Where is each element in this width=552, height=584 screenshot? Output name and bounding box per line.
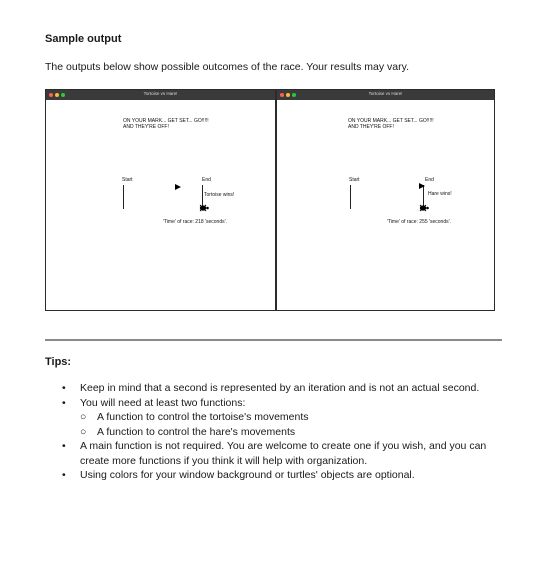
window-titlebar — [46, 90, 275, 100]
start-line — [123, 185, 124, 209]
list-item — [80, 425, 512, 440]
turtle-canvas — [46, 100, 275, 310]
time-text: 'Time' of race: 218 'seconds'. — [163, 219, 227, 225]
tortoise-turtle-icon — [417, 203, 429, 213]
tip-text: A main function is not required. You are welcome to create one if you wish, and you can create more functions if you think it will help with organization. — [80, 440, 487, 467]
bullet-icon: • — [62, 396, 66, 409]
list-item — [80, 410, 512, 425]
race-window-1 — [45, 89, 276, 311]
subtip-text: A function to control the tortoise's movements — [97, 411, 309, 423]
tip-text: Using colors for your window background or turtles' objects are optional. — [80, 469, 415, 481]
window-titlebar — [277, 90, 494, 100]
list-item — [62, 468, 512, 483]
tip-text: You will need at least two functions: — [80, 396, 246, 409]
list-item — [62, 439, 512, 468]
start-label: Start — [349, 177, 360, 183]
window-title: Tortoise vs Hare! — [368, 91, 403, 96]
list-item — [62, 381, 512, 396]
winner-text: Hare wins! — [428, 191, 452, 197]
hare-turtle-icon — [174, 183, 182, 191]
time-text: 'Time' of race: 255 'seconds'. — [387, 219, 451, 225]
announce-text: ON YOUR MARK... GET SET... GO!!!!! AND THEY'RE OFF! — [348, 118, 434, 130]
sub-bullet-icon: ○ — [80, 425, 87, 438]
hare-turtle-icon — [418, 182, 426, 190]
tips-list — [62, 381, 512, 483]
start-line — [350, 185, 351, 209]
bullet-icon: • — [62, 382, 66, 394]
subtip-text: A function to control the hare's movements — [97, 425, 296, 438]
tip-text: Keep in mind that a second is represented by an iteration and is not an actual second. — [80, 382, 480, 394]
tortoise-turtle-icon — [197, 203, 209, 213]
functions-sublist — [80, 410, 512, 439]
turtle-canvas — [277, 100, 494, 310]
announce-text: ON YOUR MARK... GET SET... GO!!!!! AND THEY'RE OFF! — [123, 118, 209, 130]
window-title: Tortoise vs Hare! — [143, 91, 178, 96]
list-item — [62, 396, 512, 440]
race-window-2 — [276, 89, 495, 311]
bullet-icon: • — [62, 469, 66, 481]
section-divider — [45, 339, 502, 341]
sub-bullet-icon: ○ — [80, 411, 87, 423]
start-label: Start — [122, 177, 133, 183]
tips-heading: Tips: — [45, 356, 72, 368]
intro-text: The outputs below show possible outcomes of the race. Your results may vary. — [45, 61, 409, 73]
end-label: End — [425, 177, 434, 183]
end-label: End — [202, 177, 211, 183]
winner-text: Tortoise wins! — [204, 192, 235, 198]
sample-output-heading: Sample output — [45, 33, 122, 45]
bullet-icon: • — [62, 440, 66, 452]
